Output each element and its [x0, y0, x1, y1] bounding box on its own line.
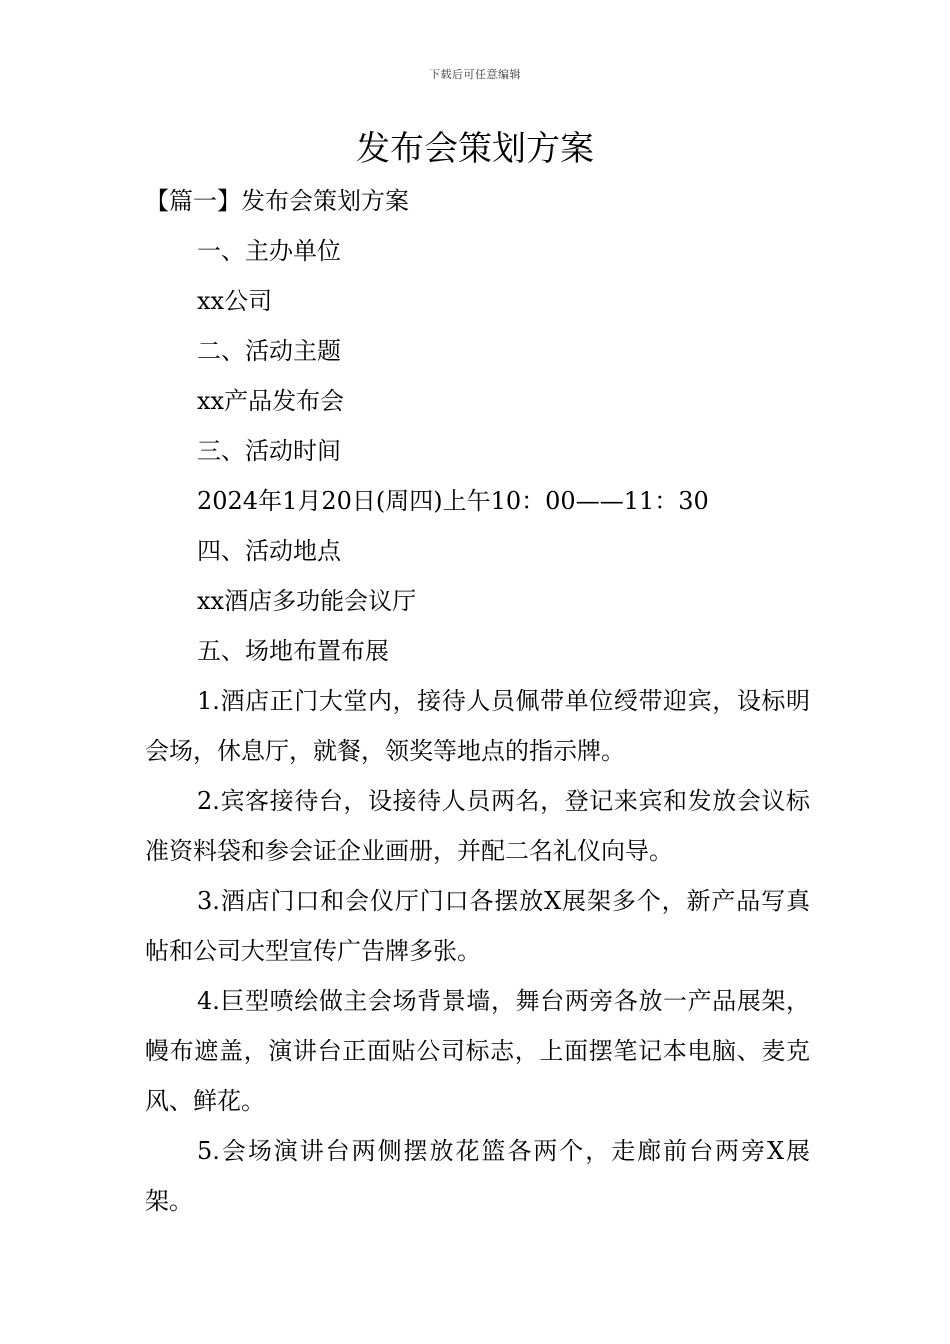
- theme-value: xx产品发布会: [197, 387, 345, 415]
- header-note: 下载后可任意编辑: [429, 68, 521, 81]
- organizer-value: xx公司: [197, 287, 273, 315]
- layout-item-2: 2.宾客接待台，设接待人员两名，登记来宾和发放会议标准资料袋和参会证企业画册，并配二名礼仪向导。: [145, 787, 810, 865]
- time-value: 2024年1月20日(周四)上午10：00——11：30: [197, 487, 709, 515]
- section-heading-venue: 四、活动地点: [197, 537, 341, 565]
- layout-item-3: 3.酒店门口和会仪厅门口各摆放X展架多个，新产品写真帖和公司大型宣传广告牌多张。: [145, 887, 810, 965]
- section-heading-theme: 二、活动主题: [197, 337, 341, 365]
- layout-item-1: 1.酒店正门大堂内，接待人员佩带单位绶带迎宾，设标明会场，休息厅，就餐，领奖等地点的指示牌。: [145, 687, 810, 765]
- layout-item-4: 4.巨型喷绘做主会场背景墙，舞台两旁各放一产品展架，幔布遮盖，演讲台正面贴公司标志，上面摆笔记本电脑、麦克风、鲜花。: [145, 987, 810, 1115]
- part-label: 【篇一】发布会策划方案: [145, 187, 409, 215]
- layout-item-5: 5.会场演讲台两侧摆放花篮各两个，走廊前台两旁X展架。: [145, 1137, 810, 1215]
- document-title: 发布会策划方案: [356, 129, 594, 169]
- section-heading-layout: 五、场地布置布展: [197, 637, 389, 665]
- section-heading-organizer: 一、主办单位: [197, 237, 341, 265]
- document-body: [145, 176, 810, 1226]
- venue-value: xx酒店多功能会议厅: [197, 587, 417, 615]
- section-heading-time: 三、活动时间: [197, 437, 341, 465]
